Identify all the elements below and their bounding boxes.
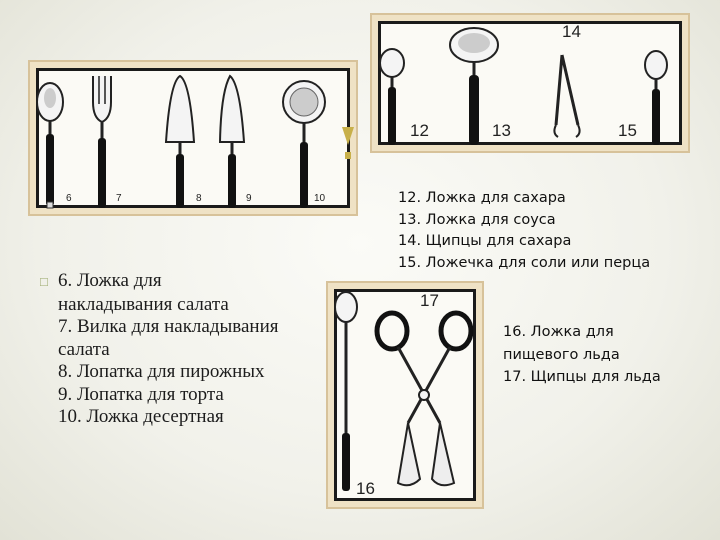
cutlery-image-6-10 [28, 60, 358, 216]
list-item: 16. Ложка для [503, 324, 614, 340]
list-item: накладывания салата [58, 293, 229, 315]
list-item: 13. Ложка для соуса [398, 211, 556, 228]
sugar-spoon-icon [380, 49, 404, 145]
label-14: 14 [562, 22, 581, 41]
label-7: 7 [116, 193, 122, 204]
label-15: 15 [618, 121, 637, 140]
list-item: 14. Щипцы для сахара [398, 233, 572, 249]
salt-pepper-spoon-icon [645, 51, 667, 145]
list-item: 12. Ложка для сахара [398, 190, 566, 206]
list-item: 9. Лопатка для торта [58, 383, 224, 405]
salad-items-list [40, 270, 326, 429]
label-12: 12 [410, 121, 429, 140]
ice-items-list [503, 321, 661, 389]
label-10: 10 [314, 193, 326, 204]
salad-spoon-icon [37, 83, 63, 208]
salad-fork-icon [93, 76, 111, 208]
ice-spoon-icon [335, 292, 357, 491]
list-item: 7. Вилка для накладывания [58, 316, 279, 337]
label-13: 13 [492, 121, 511, 140]
list-item: □ 6. Ложка для [40, 270, 326, 294]
list-item: 8. Лопатка для пирожных [58, 361, 265, 382]
cutlery-image-16-17 [326, 281, 484, 509]
label-17: 17 [420, 291, 439, 310]
cutlery-drawing-6-10 [30, 62, 360, 218]
cutlery-drawing-16-17 [328, 283, 486, 511]
list-item: салата [58, 338, 110, 360]
sauce-ladle-icon [450, 28, 498, 145]
list-item: пищевого льда [503, 346, 620, 363]
ornament-icon [341, 125, 355, 165]
pastry-server-icon [166, 76, 194, 208]
label-6: 6 [66, 193, 72, 204]
cutlery-image-12-15 [370, 13, 690, 153]
label-9: 9 [246, 193, 252, 204]
sugar-items-list [398, 188, 650, 274]
dessert-spoon-icon [283, 81, 325, 208]
list-item: 10. Ложка десертная [58, 406, 224, 427]
square-bullet-icon: □ [40, 274, 48, 289]
cake-server-icon [220, 76, 244, 208]
ice-tongs-icon [377, 313, 471, 485]
list-item: 15. Ложечка для соли или перца [398, 254, 651, 271]
list-item: 17. Щипцы для льда [503, 369, 661, 385]
sugar-tongs-icon [554, 55, 579, 137]
label-16: 16 [356, 479, 375, 498]
label-8: 8 [196, 193, 202, 204]
